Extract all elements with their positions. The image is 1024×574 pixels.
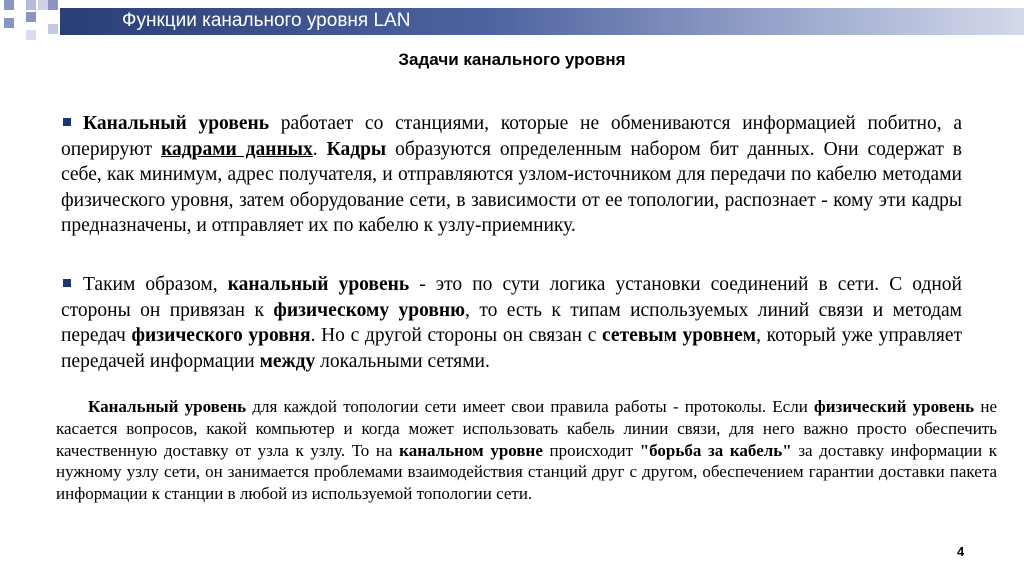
page-number: 4 (957, 544, 965, 559)
slide-subtitle: Задачи канального уровня (398, 50, 626, 69)
slide-title: Функции канального уровня LAN (122, 10, 411, 31)
description-paragraph: Канальный уровень для каждой топологии сети имеет свои правила работы - протоколы. Если физический уровень не касается вопросов, какой компьютер и когда может использовать кабель линии связи, для него важно просто обеспечить качественную доставку от узла к узлу. То на канальном уровне происходит "борьба за кабель" за доставку информации к нужному узлу сети, он занимается проблемами взаимодействия станций друг с другом, обеспечением гарантии доставки пакета информации к станции в любой из используемой топологии сети. (56, 397, 997, 504)
bullet-paragraph-2: Таким образом, канальный уровень - это по сути логика установки соединений в сети. С одной стороны он привязан к физическому уровню, то есть к типам используемых линий связи и методам передач физического уровня. Но с другой стороны он связан с сетевым уровнем, который уже управляет передачей информации между локальными сетями. (61, 274, 963, 372)
bullet-paragraph-1: Канальный уровень работает со станциями, которые не обмениваются информацией побитно, а оперируют кадрами данных. Кадры образуются определенным набором бит данных. Они содержат в себе, как минимум, адрес получателя, и отправляются узлом-источником для передачи по кабелю методами физического уровня, затем оборудование сети, в зависимости от ее топологии, распознает - кому эти кадры предназначены, и отправляет их по кабелю к узлу-приемнику. (61, 113, 963, 236)
square-bullet-icon (63, 279, 71, 287)
square-bullet-icon (63, 118, 71, 126)
